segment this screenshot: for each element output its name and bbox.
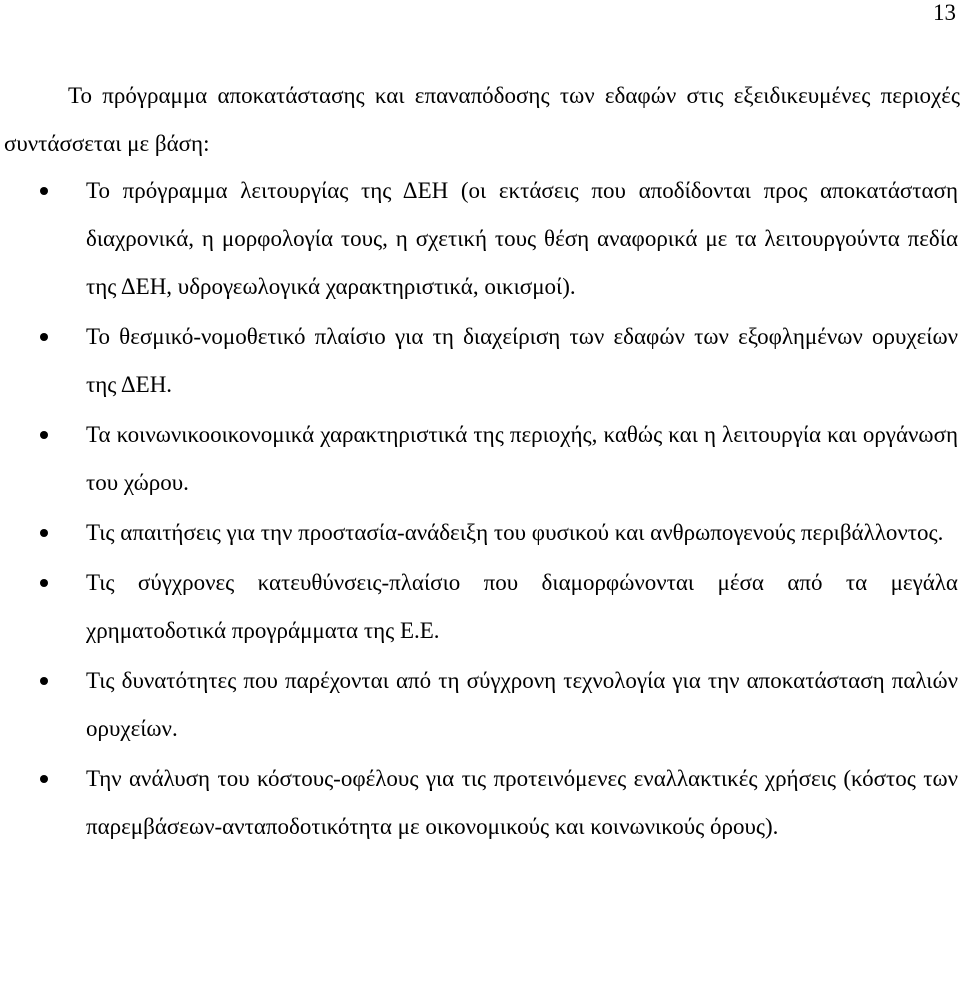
list-item <box>0 313 960 409</box>
intro-paragraph: Το πρόγραμμα αποκατάστασης και επαναπόδοσης των εδαφών στις εξειδικευμένες περιοχές συντάσσεται με βάση: <box>4 83 960 156</box>
list-item-text: Τα κοινωνικοοικονομικά χαρακτηριστικά της περιοχής, καθώς και η λειτουργία και οργάνωση του χώρου. <box>86 422 958 495</box>
list-item <box>0 755 960 851</box>
list-item <box>0 167 960 311</box>
bullet-dot-icon <box>40 431 48 439</box>
list-item <box>0 559 960 655</box>
list-item <box>0 657 960 753</box>
list-item-text: Το θεσμικό-νομοθετικό πλαίσιο για τη διαχείριση των εδαφών των εξοφλημένων ορυχείων της ΔΕΗ. <box>86 324 958 397</box>
list-item-text: Τις δυνατότητες που παρέχονται από τη σύγχρονη τεχνολογία για την αποκατάσταση παλιών ορυχείων. <box>86 668 958 741</box>
bullet-dot-icon <box>40 187 48 195</box>
bullet-dot-icon <box>40 677 48 685</box>
bullet-list <box>0 167 960 853</box>
list-item-text: Τις απαιτήσεις για την προστασία-ανάδειξη του φυσικού και ανθρωπογενούς περιβάλλοντος. <box>86 520 944 545</box>
bullet-dot-icon <box>40 775 48 783</box>
list-item-text: Το πρόγραμμα λειτουργίας της ΔΕΗ (οι εκτάσεις που αποδίδονται προς αποκατάσταση διαχρονικά, η μορφολογία τους, η σχετική τους θέση αναφορικά με τα λειτουργούντα πεδία της ΔΕΗ, υδρογεωλογικά χαρακτηριστικά, οικισμοί). <box>86 178 958 299</box>
list-item <box>0 411 960 507</box>
list-item <box>0 509 960 557</box>
bullet-dot-icon <box>40 529 48 537</box>
bullet-dot-icon <box>40 579 48 587</box>
list-item-text: Την ανάλυση του κόστους-οφέλους για τις προτεινόμενες εναλλακτικές χρήσεις (κόστος των παρεμβάσεων-ανταποδοτικότητα με οικονομικούς και κοινωνικούς όρους). <box>86 766 958 839</box>
bullet-dot-icon <box>40 333 48 341</box>
page-number: 13 <box>933 0 956 25</box>
list-item-text: Τις σύγχρονες κατευθύνσεις-πλαίσιο που διαμορφώνονται μέσα από τα μεγάλα χρηματοδοτικά προγράμματα της Ε.Ε. <box>86 570 958 643</box>
